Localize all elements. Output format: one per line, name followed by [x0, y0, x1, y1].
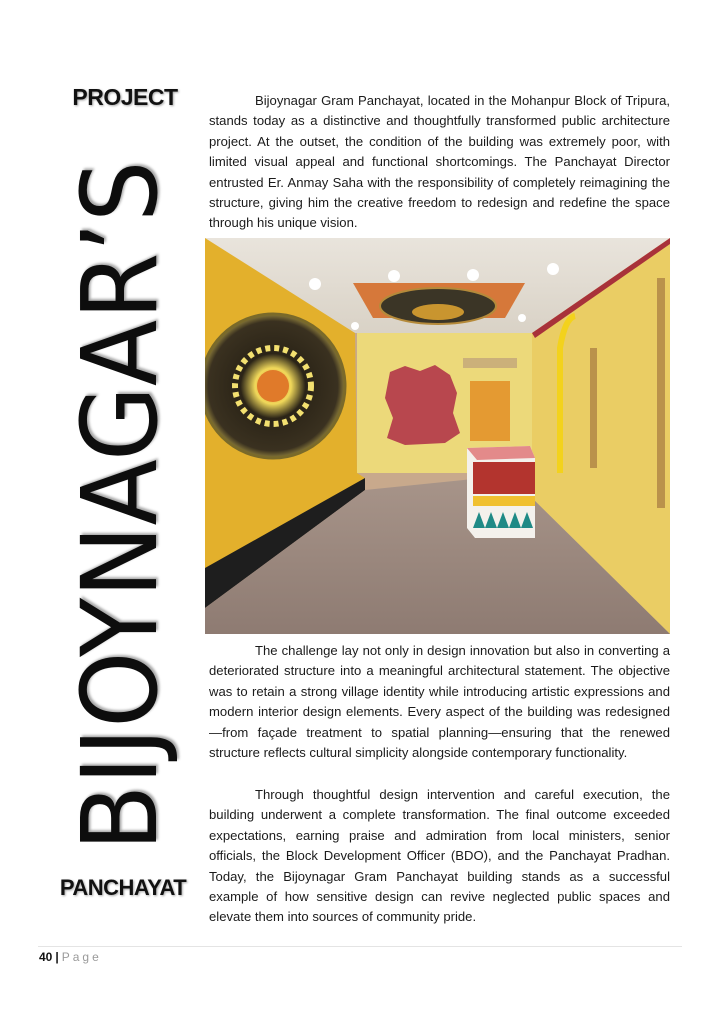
counter-band-yellow [473, 496, 535, 506]
paragraph-challenge: The challenge lay not only in design innovation but also in converting a deteriorated structure into a meaningful architectural statement. The objective was to retain a strong village identity while introducing artistic expressions and modern interior design elements. Every aspect of the building was redesigned—from façade treatment to spatial planning—ensuring that the renewed structure reflects cultural simplicity alongside contemporary functionality. [209, 643, 670, 761]
ceiling-medallion-center [412, 304, 464, 320]
vertical-title-wrapper [59, 118, 181, 852]
wall-pattern [590, 348, 597, 468]
door-frame [463, 358, 517, 368]
footer-separator: | [55, 950, 59, 964]
counter-band-red [473, 462, 535, 494]
ceiling-light [351, 322, 359, 330]
interior-photo-illustration [205, 238, 670, 634]
paragraph-outcome: Through thoughtful design intervention and careful execution, the building underwent a complete transformation. The final outcome exceeded expectations, earning praise and admiration from local ministers, senior officials, the Block Development Officer (BDO), and the Panchayat Pradhan. Today, the Bijoynagar Gram Panchayat building stands as a successful example of how sensitive design can revive neglected public spaces and elevate them into sources of community pride. [209, 787, 670, 925]
mandala-center [257, 370, 289, 402]
ceiling-light [547, 263, 559, 275]
wall-pattern [657, 278, 665, 508]
ceiling-light [467, 269, 479, 281]
page-footer [39, 949, 102, 965]
ceiling-light [309, 278, 321, 290]
footer-divider [38, 946, 682, 947]
paragraph-intro: Bijoynagar Gram Panchayat, located in the Mohanpur Block of Tripura, stands today as a distinctive and thoughtfully transformed public architecture project. At the outset, the condition of the building was extremely poor, with limited visual appeal and functional shortcomings. The Panchayat Director entrusted Er. Anmay Saha with the responsibility of completely reimagining the structure, giving him the creative freedom to redesign and redefine the space through his unique vision. [209, 93, 670, 231]
door [470, 381, 510, 441]
page-number: 40 [39, 950, 53, 964]
vertical-title: BIJOYNAGAR’S [59, 160, 181, 852]
side-title-project: PROJECT [72, 84, 178, 110]
relief-sculpture [385, 365, 460, 445]
page-label: Page [61, 950, 102, 964]
ceiling-light [518, 314, 526, 322]
ceiling-light [388, 270, 400, 282]
counter-top [467, 446, 535, 460]
interior-photo [205, 238, 670, 634]
side-title-panchayat: PANCHAYAT [59, 875, 187, 900]
